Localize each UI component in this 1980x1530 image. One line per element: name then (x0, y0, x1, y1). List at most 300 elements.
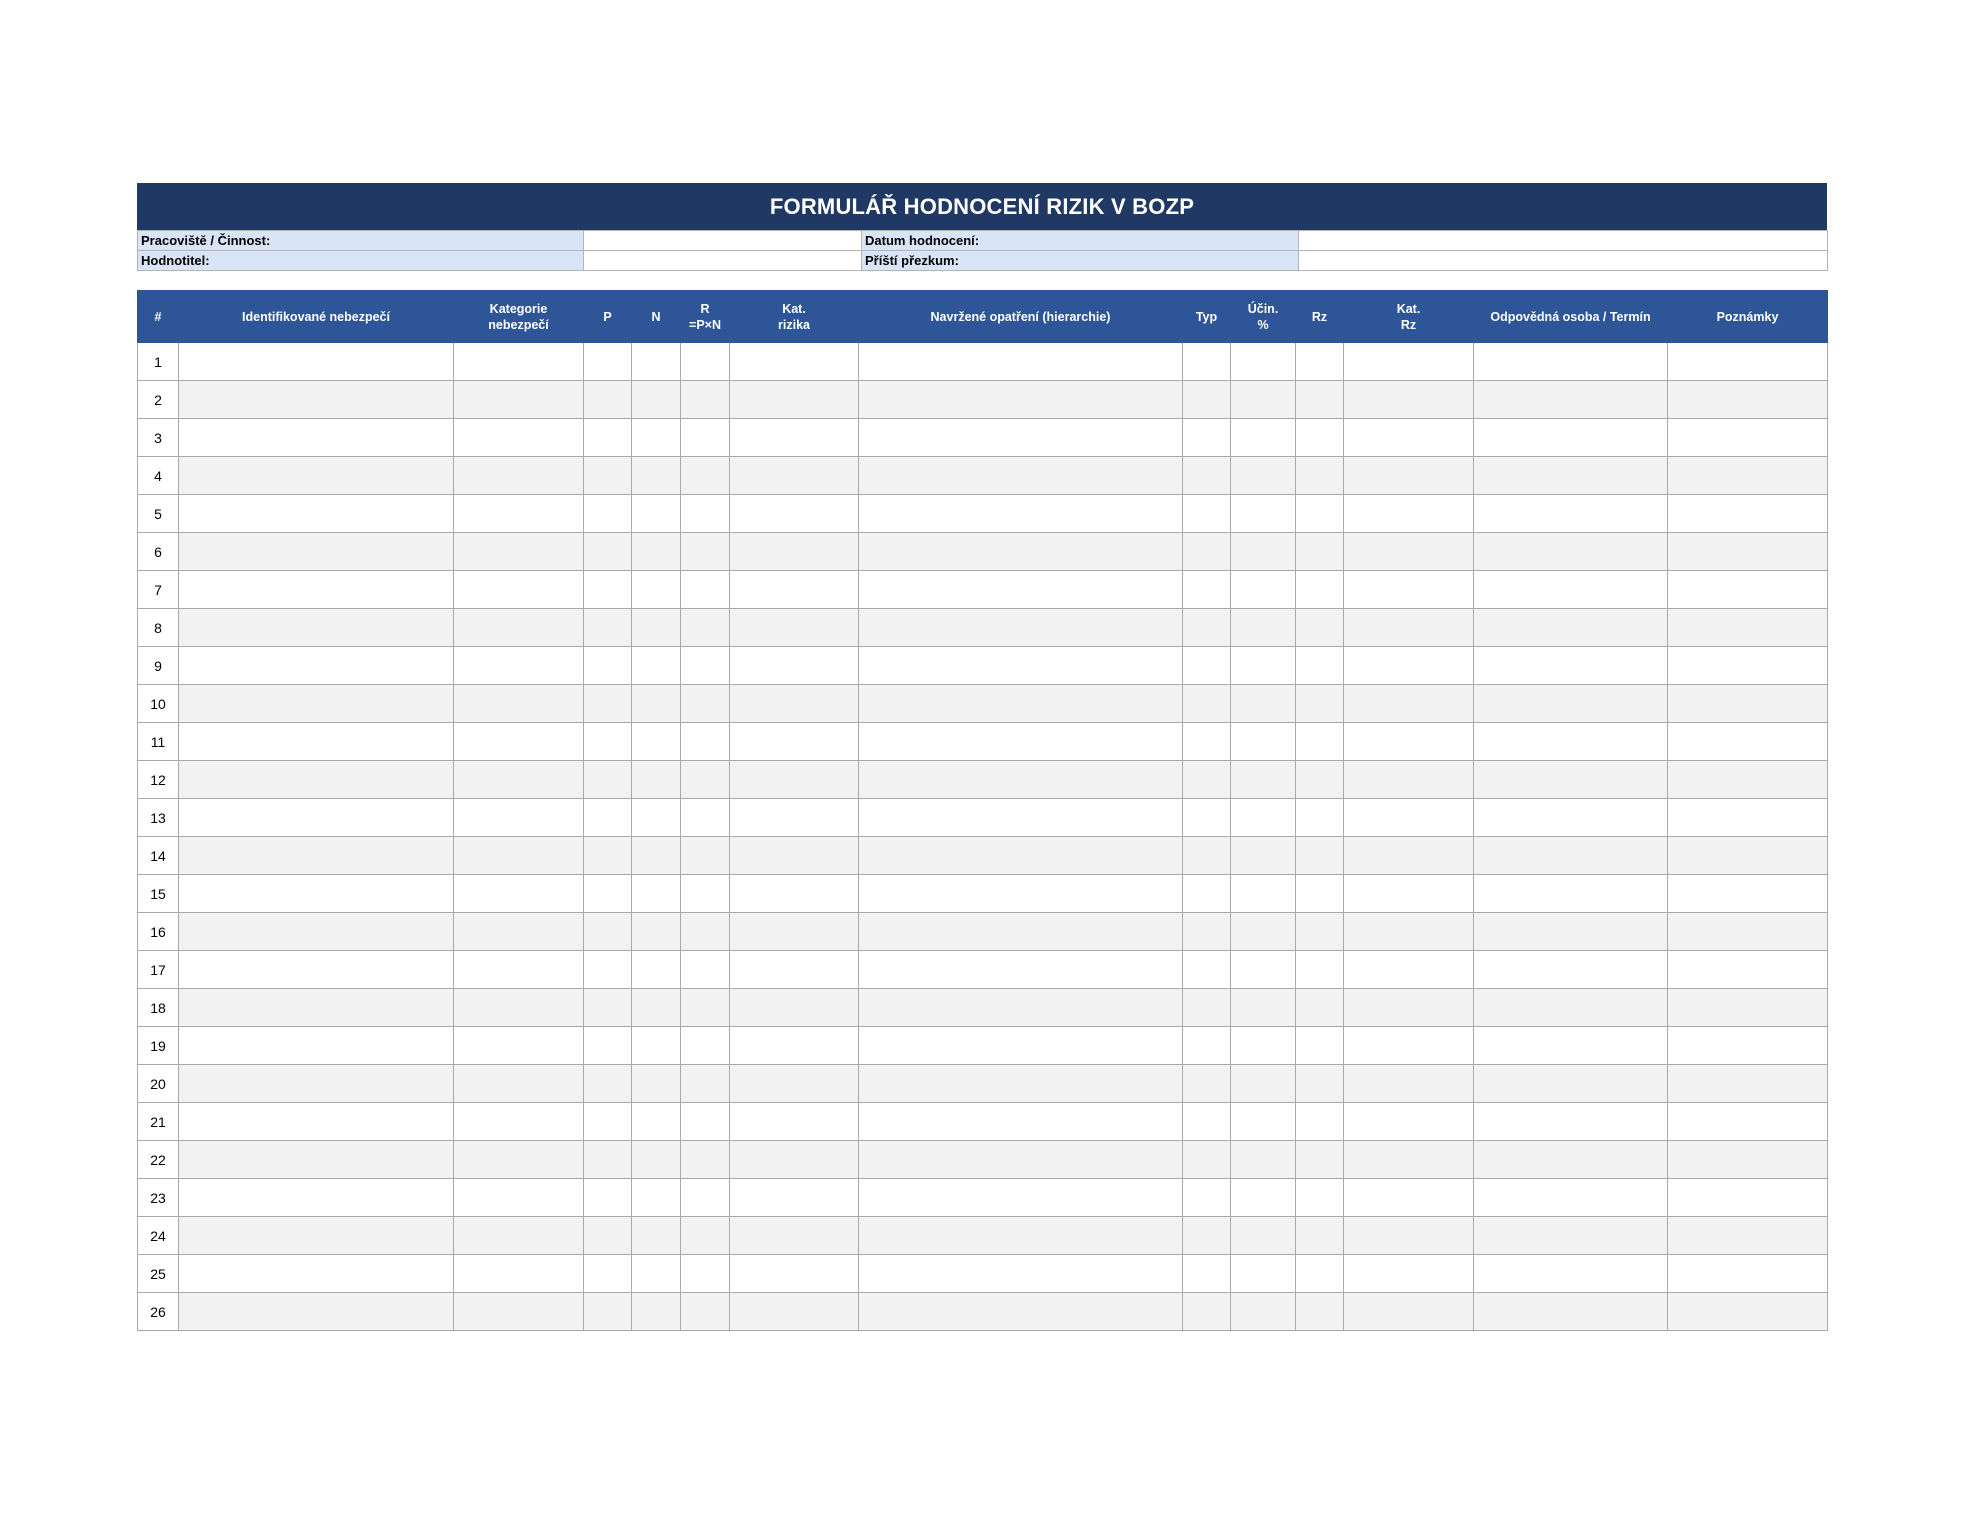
cell-p[interactable] (584, 875, 632, 913)
cell-p[interactable] (584, 1065, 632, 1103)
cell-notes[interactable] (1668, 1179, 1828, 1217)
cell-r[interactable] (681, 1027, 730, 1065)
cell-n[interactable] (632, 1027, 681, 1065)
cell-measures[interactable] (859, 989, 1183, 1027)
cell-rz[interactable] (1296, 609, 1344, 647)
cell-rz-category[interactable] (1344, 571, 1474, 609)
cell-rz[interactable] (1296, 1103, 1344, 1141)
cell-rz-category[interactable] (1344, 1217, 1474, 1255)
cell-responsible[interactable] (1474, 685, 1668, 723)
cell-n[interactable] (632, 951, 681, 989)
cell-rz[interactable] (1296, 647, 1344, 685)
cell-rz-category[interactable] (1344, 419, 1474, 457)
cell-rz[interactable] (1296, 419, 1344, 457)
cell-p[interactable] (584, 837, 632, 875)
cell-hazard[interactable] (179, 837, 454, 875)
cell-type[interactable] (1183, 837, 1231, 875)
cell-notes[interactable] (1668, 761, 1828, 799)
cell-effectiveness[interactable] (1231, 913, 1296, 951)
cell-effectiveness[interactable] (1231, 343, 1296, 381)
cell-measures[interactable] (859, 457, 1183, 495)
cell-risk-category[interactable] (730, 685, 859, 723)
cell-r[interactable] (681, 1293, 730, 1331)
cell-p[interactable] (584, 343, 632, 381)
cell-responsible[interactable] (1474, 1255, 1668, 1293)
cell-notes[interactable] (1668, 381, 1828, 419)
cell-notes[interactable] (1668, 875, 1828, 913)
cell-type[interactable] (1183, 723, 1231, 761)
cell-hazard[interactable] (179, 1217, 454, 1255)
cell-n[interactable] (632, 989, 681, 1027)
cell-rz[interactable] (1296, 1217, 1344, 1255)
cell-effectiveness[interactable] (1231, 1027, 1296, 1065)
cell-n[interactable] (632, 913, 681, 951)
cell-notes[interactable] (1668, 419, 1828, 457)
cell-category[interactable] (454, 913, 584, 951)
cell-hazard[interactable] (179, 1179, 454, 1217)
cell-n[interactable] (632, 685, 681, 723)
cell-effectiveness[interactable] (1231, 1217, 1296, 1255)
cell-r[interactable] (681, 1141, 730, 1179)
cell-n[interactable] (632, 837, 681, 875)
cell-risk-category[interactable] (730, 419, 859, 457)
cell-rz-category[interactable] (1344, 457, 1474, 495)
cell-r[interactable] (681, 837, 730, 875)
cell-type[interactable] (1183, 685, 1231, 723)
cell-rz[interactable] (1296, 1065, 1344, 1103)
cell-effectiveness[interactable] (1231, 989, 1296, 1027)
cell-notes[interactable] (1668, 1141, 1828, 1179)
cell-category[interactable] (454, 1103, 584, 1141)
cell-effectiveness[interactable] (1231, 1103, 1296, 1141)
next-review-field[interactable] (1299, 251, 1828, 271)
cell-rz-category[interactable] (1344, 609, 1474, 647)
cell-risk-category[interactable] (730, 495, 859, 533)
cell-notes[interactable] (1668, 495, 1828, 533)
cell-rz[interactable] (1296, 571, 1344, 609)
cell-measures[interactable] (859, 951, 1183, 989)
cell-measures[interactable] (859, 723, 1183, 761)
cell-effectiveness[interactable] (1231, 761, 1296, 799)
cell-n[interactable] (632, 1141, 681, 1179)
cell-r[interactable] (681, 647, 730, 685)
cell-category[interactable] (454, 723, 584, 761)
cell-hazard[interactable] (179, 761, 454, 799)
cell-rz[interactable] (1296, 1255, 1344, 1293)
cell-effectiveness[interactable] (1231, 381, 1296, 419)
cell-n[interactable] (632, 1103, 681, 1141)
cell-n[interactable] (632, 609, 681, 647)
cell-category[interactable] (454, 343, 584, 381)
cell-rz-category[interactable] (1344, 1027, 1474, 1065)
cell-p[interactable] (584, 723, 632, 761)
cell-effectiveness[interactable] (1231, 609, 1296, 647)
cell-rz-category[interactable] (1344, 723, 1474, 761)
cell-type[interactable] (1183, 1179, 1231, 1217)
cell-r[interactable] (681, 1065, 730, 1103)
cell-r[interactable] (681, 761, 730, 799)
cell-measures[interactable] (859, 913, 1183, 951)
cell-effectiveness[interactable] (1231, 1255, 1296, 1293)
cell-type[interactable] (1183, 799, 1231, 837)
cell-measures[interactable] (859, 419, 1183, 457)
cell-category[interactable] (454, 609, 584, 647)
cell-n[interactable] (632, 533, 681, 571)
cell-rz[interactable] (1296, 495, 1344, 533)
cell-measures[interactable] (859, 1103, 1183, 1141)
cell-responsible[interactable] (1474, 799, 1668, 837)
cell-n[interactable] (632, 761, 681, 799)
cell-type[interactable] (1183, 381, 1231, 419)
cell-measures[interactable] (859, 1293, 1183, 1331)
cell-category[interactable] (454, 419, 584, 457)
cell-responsible[interactable] (1474, 913, 1668, 951)
cell-rz[interactable] (1296, 381, 1344, 419)
cell-hazard[interactable] (179, 1141, 454, 1179)
cell-r[interactable] (681, 723, 730, 761)
cell-effectiveness[interactable] (1231, 837, 1296, 875)
cell-measures[interactable] (859, 533, 1183, 571)
cell-hazard[interactable] (179, 1293, 454, 1331)
cell-p[interactable] (584, 761, 632, 799)
cell-responsible[interactable] (1474, 1141, 1668, 1179)
cell-responsible[interactable] (1474, 1293, 1668, 1331)
cell-responsible[interactable] (1474, 533, 1668, 571)
cell-effectiveness[interactable] (1231, 419, 1296, 457)
cell-p[interactable] (584, 647, 632, 685)
cell-n[interactable] (632, 419, 681, 457)
cell-risk-category[interactable] (730, 1179, 859, 1217)
cell-category[interactable] (454, 1065, 584, 1103)
cell-r[interactable] (681, 343, 730, 381)
cell-measures[interactable] (859, 1065, 1183, 1103)
cell-r[interactable] (681, 419, 730, 457)
cell-rz-category[interactable] (1344, 989, 1474, 1027)
cell-n[interactable] (632, 1179, 681, 1217)
cell-category[interactable] (454, 1027, 584, 1065)
cell-category[interactable] (454, 685, 584, 723)
cell-hazard[interactable] (179, 723, 454, 761)
cell-rz[interactable] (1296, 989, 1344, 1027)
cell-rz-category[interactable] (1344, 1065, 1474, 1103)
cell-hazard[interactable] (179, 419, 454, 457)
cell-notes[interactable] (1668, 1103, 1828, 1141)
cell-n[interactable] (632, 647, 681, 685)
cell-r[interactable] (681, 1255, 730, 1293)
cell-hazard[interactable] (179, 685, 454, 723)
cell-r[interactable] (681, 609, 730, 647)
assessment-date-field[interactable] (1299, 231, 1828, 251)
cell-measures[interactable] (859, 343, 1183, 381)
cell-hazard[interactable] (179, 381, 454, 419)
cell-rz[interactable] (1296, 1179, 1344, 1217)
cell-risk-category[interactable] (730, 1065, 859, 1103)
cell-rz-category[interactable] (1344, 381, 1474, 419)
cell-hazard[interactable] (179, 951, 454, 989)
cell-p[interactable] (584, 457, 632, 495)
cell-n[interactable] (632, 457, 681, 495)
cell-p[interactable] (584, 533, 632, 571)
cell-n[interactable] (632, 875, 681, 913)
cell-p[interactable] (584, 495, 632, 533)
cell-responsible[interactable] (1474, 723, 1668, 761)
cell-p[interactable] (584, 1255, 632, 1293)
assessor-field[interactable] (584, 251, 862, 271)
cell-responsible[interactable] (1474, 495, 1668, 533)
cell-measures[interactable] (859, 381, 1183, 419)
cell-rz[interactable] (1296, 457, 1344, 495)
cell-r[interactable] (681, 1103, 730, 1141)
cell-rz-category[interactable] (1344, 1255, 1474, 1293)
cell-category[interactable] (454, 837, 584, 875)
cell-responsible[interactable] (1474, 761, 1668, 799)
cell-measures[interactable] (859, 571, 1183, 609)
cell-p[interactable] (584, 799, 632, 837)
cell-p[interactable] (584, 381, 632, 419)
cell-notes[interactable] (1668, 685, 1828, 723)
cell-hazard[interactable] (179, 1065, 454, 1103)
cell-r[interactable] (681, 533, 730, 571)
cell-effectiveness[interactable] (1231, 1293, 1296, 1331)
cell-hazard[interactable] (179, 989, 454, 1027)
cell-category[interactable] (454, 1255, 584, 1293)
cell-risk-category[interactable] (730, 1217, 859, 1255)
cell-r[interactable] (681, 1179, 730, 1217)
cell-rz[interactable] (1296, 723, 1344, 761)
cell-effectiveness[interactable] (1231, 685, 1296, 723)
cell-category[interactable] (454, 571, 584, 609)
cell-rz-category[interactable] (1344, 343, 1474, 381)
cell-hazard[interactable] (179, 875, 454, 913)
cell-measures[interactable] (859, 1027, 1183, 1065)
cell-rz-category[interactable] (1344, 1141, 1474, 1179)
cell-responsible[interactable] (1474, 1217, 1668, 1255)
cell-risk-category[interactable] (730, 609, 859, 647)
cell-type[interactable] (1183, 1255, 1231, 1293)
cell-rz-category[interactable] (1344, 951, 1474, 989)
cell-responsible[interactable] (1474, 1027, 1668, 1065)
cell-measures[interactable] (859, 1141, 1183, 1179)
cell-notes[interactable] (1668, 1027, 1828, 1065)
cell-type[interactable] (1183, 913, 1231, 951)
cell-rz-category[interactable] (1344, 1179, 1474, 1217)
cell-category[interactable] (454, 647, 584, 685)
cell-p[interactable] (584, 1103, 632, 1141)
cell-n[interactable] (632, 1065, 681, 1103)
cell-risk-category[interactable] (730, 571, 859, 609)
cell-n[interactable] (632, 1293, 681, 1331)
cell-measures[interactable] (859, 875, 1183, 913)
cell-category[interactable] (454, 761, 584, 799)
cell-responsible[interactable] (1474, 381, 1668, 419)
cell-p[interactable] (584, 1141, 632, 1179)
cell-category[interactable] (454, 457, 584, 495)
cell-responsible[interactable] (1474, 1103, 1668, 1141)
cell-n[interactable] (632, 1255, 681, 1293)
cell-n[interactable] (632, 723, 681, 761)
cell-p[interactable] (584, 1217, 632, 1255)
cell-notes[interactable] (1668, 913, 1828, 951)
cell-effectiveness[interactable] (1231, 1179, 1296, 1217)
cell-category[interactable] (454, 875, 584, 913)
cell-type[interactable] (1183, 647, 1231, 685)
cell-rz[interactable] (1296, 1141, 1344, 1179)
cell-type[interactable] (1183, 495, 1231, 533)
cell-n[interactable] (632, 343, 681, 381)
cell-effectiveness[interactable] (1231, 799, 1296, 837)
cell-p[interactable] (584, 951, 632, 989)
cell-rz-category[interactable] (1344, 1103, 1474, 1141)
cell-rz[interactable] (1296, 837, 1344, 875)
cell-risk-category[interactable] (730, 837, 859, 875)
cell-type[interactable] (1183, 761, 1231, 799)
cell-r[interactable] (681, 951, 730, 989)
cell-rz-category[interactable] (1344, 647, 1474, 685)
cell-risk-category[interactable] (730, 647, 859, 685)
cell-effectiveness[interactable] (1231, 457, 1296, 495)
cell-r[interactable] (681, 685, 730, 723)
cell-notes[interactable] (1668, 533, 1828, 571)
cell-notes[interactable] (1668, 951, 1828, 989)
cell-risk-category[interactable] (730, 1027, 859, 1065)
cell-hazard[interactable] (179, 647, 454, 685)
cell-type[interactable] (1183, 875, 1231, 913)
cell-rz[interactable] (1296, 1293, 1344, 1331)
cell-notes[interactable] (1668, 1255, 1828, 1293)
cell-n[interactable] (632, 1217, 681, 1255)
cell-category[interactable] (454, 799, 584, 837)
cell-risk-category[interactable] (730, 343, 859, 381)
cell-responsible[interactable] (1474, 419, 1668, 457)
cell-r[interactable] (681, 913, 730, 951)
cell-type[interactable] (1183, 343, 1231, 381)
cell-responsible[interactable] (1474, 343, 1668, 381)
cell-type[interactable] (1183, 1141, 1231, 1179)
cell-responsible[interactable] (1474, 1065, 1668, 1103)
cell-effectiveness[interactable] (1231, 723, 1296, 761)
cell-hazard[interactable] (179, 913, 454, 951)
cell-category[interactable] (454, 1217, 584, 1255)
cell-responsible[interactable] (1474, 875, 1668, 913)
cell-effectiveness[interactable] (1231, 951, 1296, 989)
cell-risk-category[interactable] (730, 1255, 859, 1293)
cell-hazard[interactable] (179, 571, 454, 609)
cell-r[interactable] (681, 989, 730, 1027)
cell-type[interactable] (1183, 533, 1231, 571)
cell-type[interactable] (1183, 989, 1231, 1027)
cell-p[interactable] (584, 685, 632, 723)
cell-category[interactable] (454, 1141, 584, 1179)
cell-hazard[interactable] (179, 533, 454, 571)
cell-rz-category[interactable] (1344, 685, 1474, 723)
cell-responsible[interactable] (1474, 457, 1668, 495)
cell-p[interactable] (584, 1027, 632, 1065)
cell-type[interactable] (1183, 1027, 1231, 1065)
cell-measures[interactable] (859, 609, 1183, 647)
cell-rz-category[interactable] (1344, 799, 1474, 837)
cell-p[interactable] (584, 913, 632, 951)
cell-measures[interactable] (859, 1217, 1183, 1255)
cell-category[interactable] (454, 989, 584, 1027)
cell-type[interactable] (1183, 609, 1231, 647)
cell-rz[interactable] (1296, 1027, 1344, 1065)
cell-notes[interactable] (1668, 1065, 1828, 1103)
cell-rz-category[interactable] (1344, 913, 1474, 951)
cell-r[interactable] (681, 457, 730, 495)
cell-responsible[interactable] (1474, 989, 1668, 1027)
cell-risk-category[interactable] (730, 381, 859, 419)
cell-type[interactable] (1183, 1065, 1231, 1103)
cell-notes[interactable] (1668, 571, 1828, 609)
cell-risk-category[interactable] (730, 799, 859, 837)
cell-p[interactable] (584, 609, 632, 647)
cell-r[interactable] (681, 495, 730, 533)
cell-rz[interactable] (1296, 875, 1344, 913)
cell-risk-category[interactable] (730, 1293, 859, 1331)
cell-hazard[interactable] (179, 457, 454, 495)
cell-p[interactable] (584, 571, 632, 609)
cell-risk-category[interactable] (730, 913, 859, 951)
cell-measures[interactable] (859, 837, 1183, 875)
cell-responsible[interactable] (1474, 1179, 1668, 1217)
cell-hazard[interactable] (179, 495, 454, 533)
cell-n[interactable] (632, 799, 681, 837)
cell-hazard[interactable] (179, 1027, 454, 1065)
cell-category[interactable] (454, 495, 584, 533)
cell-effectiveness[interactable] (1231, 1065, 1296, 1103)
cell-type[interactable] (1183, 457, 1231, 495)
cell-effectiveness[interactable] (1231, 875, 1296, 913)
cell-notes[interactable] (1668, 1293, 1828, 1331)
cell-effectiveness[interactable] (1231, 571, 1296, 609)
cell-effectiveness[interactable] (1231, 495, 1296, 533)
cell-rz[interactable] (1296, 343, 1344, 381)
cell-p[interactable] (584, 989, 632, 1027)
cell-p[interactable] (584, 1293, 632, 1331)
cell-measures[interactable] (859, 761, 1183, 799)
cell-risk-category[interactable] (730, 1141, 859, 1179)
cell-hazard[interactable] (179, 609, 454, 647)
cell-rz-category[interactable] (1344, 761, 1474, 799)
cell-category[interactable] (454, 1293, 584, 1331)
cell-notes[interactable] (1668, 837, 1828, 875)
cell-notes[interactable] (1668, 1217, 1828, 1255)
cell-responsible[interactable] (1474, 609, 1668, 647)
cell-notes[interactable] (1668, 609, 1828, 647)
cell-category[interactable] (454, 951, 584, 989)
cell-category[interactable] (454, 533, 584, 571)
cell-risk-category[interactable] (730, 1103, 859, 1141)
cell-rz-category[interactable] (1344, 495, 1474, 533)
cell-category[interactable] (454, 381, 584, 419)
cell-rz[interactable] (1296, 951, 1344, 989)
cell-measures[interactable] (859, 685, 1183, 723)
cell-risk-category[interactable] (730, 761, 859, 799)
cell-risk-category[interactable] (730, 533, 859, 571)
cell-risk-category[interactable] (730, 457, 859, 495)
cell-rz-category[interactable] (1344, 875, 1474, 913)
cell-rz-category[interactable] (1344, 533, 1474, 571)
cell-hazard[interactable] (179, 799, 454, 837)
cell-measures[interactable] (859, 799, 1183, 837)
cell-hazard[interactable] (179, 1255, 454, 1293)
cell-notes[interactable] (1668, 989, 1828, 1027)
cell-hazard[interactable] (179, 1103, 454, 1141)
cell-measures[interactable] (859, 1255, 1183, 1293)
cell-rz[interactable] (1296, 761, 1344, 799)
cell-n[interactable] (632, 381, 681, 419)
cell-rz[interactable] (1296, 533, 1344, 571)
